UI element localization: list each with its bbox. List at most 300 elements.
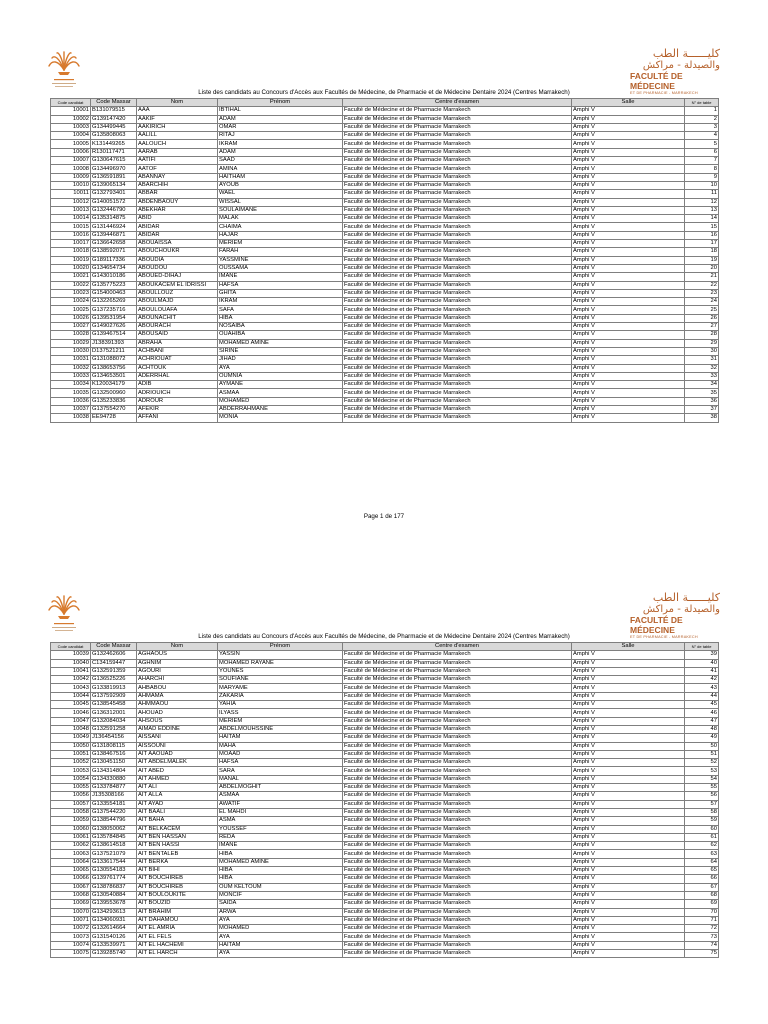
table-row xyxy=(51,314,719,322)
table-row xyxy=(51,389,719,397)
column-header-prenom: Prénom xyxy=(218,643,343,651)
cell-salle: Amphi V xyxy=(572,248,685,256)
cell-table-number: 58 xyxy=(685,808,719,816)
cell-prenom: HAITHAM xyxy=(218,173,343,181)
cell-nom: ABID xyxy=(137,215,218,223)
cell-prenom: WAEL xyxy=(218,190,343,198)
cell-code-candidat: 10053 xyxy=(51,767,91,775)
table-row xyxy=(51,808,719,816)
cell-salle: Amphi V xyxy=(572,281,685,289)
cell-table-number: 4 xyxy=(685,132,719,140)
cell-table-number: 70 xyxy=(685,908,719,916)
logo-arabic-line-1: كليــــــة الطب xyxy=(652,591,720,604)
cell-code-massar: G134653501 xyxy=(91,372,137,380)
cell-centre-examen: Faculté de Médecine et de Pharmacie Marrakech xyxy=(343,908,572,916)
cell-code-massar: J138391393 xyxy=(91,339,137,347)
cell-salle: Amphi V xyxy=(572,298,685,306)
table-row xyxy=(51,734,719,742)
cell-code-massar: G138614518 xyxy=(91,842,137,850)
cell-code-candidat: 10035 xyxy=(51,389,91,397)
candidates-table xyxy=(50,98,719,423)
cell-prenom: GHITA xyxy=(218,289,343,297)
table-row xyxy=(51,198,719,206)
cell-table-number: 28 xyxy=(685,331,719,339)
page-number: Page 1 de 177 xyxy=(363,513,405,520)
cell-nom: AIT BOULOUKITE xyxy=(137,891,218,899)
cell-prenom: AYA xyxy=(218,364,343,372)
cell-table-number: 6 xyxy=(685,148,719,156)
cell-code-candidat: 10052 xyxy=(51,759,91,767)
cell-code-candidat: 10018 xyxy=(51,248,91,256)
cell-nom: ABBAR xyxy=(137,190,218,198)
cell-code-massar: G135784845 xyxy=(91,833,137,841)
cell-salle: Amphi V xyxy=(572,165,685,173)
cell-centre-examen: Faculté de Médecine et de Pharmacie Marrakech xyxy=(343,107,572,115)
cell-centre-examen: Faculté de Médecine et de Pharmacie Marrakech xyxy=(343,767,572,775)
cell-nom: ABOUDOU xyxy=(137,264,218,272)
cell-code-massar: G137544220 xyxy=(91,808,137,816)
table-row xyxy=(51,190,719,198)
cell-salle: Amphi V xyxy=(572,140,685,148)
cell-prenom: MOHAMED RAYANE xyxy=(218,659,343,667)
cell-salle: Amphi V xyxy=(572,157,685,165)
cell-table-number: 60 xyxy=(685,825,719,833)
cell-code-massar: G132500960 xyxy=(91,389,137,397)
column-header-salle: Salle xyxy=(572,99,685,107)
table-row xyxy=(51,181,719,189)
cell-code-candidat: 10074 xyxy=(51,941,91,949)
logo-french-line-2: ET DE PHARMACIE - MARRAKECH xyxy=(630,91,698,95)
cell-prenom: ADAM xyxy=(218,115,343,123)
cell-salle: Amphi V xyxy=(572,808,685,816)
table-row xyxy=(51,858,719,866)
cell-centre-examen: Faculté de Médecine et de Pharmacie Marrakech xyxy=(343,331,572,339)
cell-nom: AALOUCH xyxy=(137,140,218,148)
table-header-row xyxy=(51,99,719,107)
cell-prenom: ARWA xyxy=(218,908,343,916)
table-row xyxy=(51,775,719,783)
cell-centre-examen: Faculté de Médecine et de Pharmacie Marrakech xyxy=(343,692,572,700)
cell-table-number: 74 xyxy=(685,941,719,949)
cell-nom: ABIDAR xyxy=(137,223,218,231)
column-header-salle: Salle xyxy=(572,643,685,651)
table-row xyxy=(51,306,719,314)
cell-code-massar: G137554270 xyxy=(91,405,137,413)
cell-salle: Amphi V xyxy=(572,725,685,733)
cell-nom: AIT AHMED xyxy=(137,775,218,783)
cell-prenom: MALAK xyxy=(218,215,343,223)
cell-table-number: 33 xyxy=(685,372,719,380)
cell-nom: ABOUED-DIHAJ xyxy=(137,273,218,281)
cell-nom: AIT BIHI xyxy=(137,867,218,875)
table-row xyxy=(51,123,719,131)
table-row xyxy=(51,248,719,256)
cell-prenom: HAITAM xyxy=(218,941,343,949)
cell-prenom: HIBA xyxy=(218,314,343,322)
cell-code-candidat: 10056 xyxy=(51,792,91,800)
table-row xyxy=(51,381,719,389)
cell-prenom: REDA xyxy=(218,833,343,841)
table-row xyxy=(51,397,719,405)
column-header-code-massar: Code Massar xyxy=(91,99,137,107)
cell-code-massar: G136312001 xyxy=(91,709,137,717)
cell-table-number: 38 xyxy=(685,414,719,422)
cell-nom: AALILL xyxy=(137,132,218,140)
cell-centre-examen: Faculté de Médecine et de Pharmacie Marrakech xyxy=(343,364,572,372)
cell-nom: AIT EL HACHEMI xyxy=(137,941,218,949)
cell-table-number: 40 xyxy=(685,659,719,667)
cell-code-massar: B131079515 xyxy=(91,107,137,115)
cell-code-massar: G138467516 xyxy=(91,750,137,758)
cell-code-massar: G138592071 xyxy=(91,248,137,256)
cell-centre-examen: Faculté de Médecine et de Pharmacie Marrakech xyxy=(343,750,572,758)
cell-centre-examen: Faculté de Médecine et de Pharmacie Marrakech xyxy=(343,734,572,742)
cell-table-number: 72 xyxy=(685,925,719,933)
cell-prenom: YASSIN xyxy=(218,651,343,659)
table-row xyxy=(51,784,719,792)
cell-nom: ABOUAISSA xyxy=(137,240,218,248)
cell-salle: Amphi V xyxy=(572,709,685,717)
table-row xyxy=(51,817,719,825)
cell-code-candidat: 10009 xyxy=(51,173,91,181)
cell-code-candidat: 10042 xyxy=(51,676,91,684)
cell-prenom: MARYAME xyxy=(218,684,343,692)
cell-code-candidat: 10001 xyxy=(51,107,91,115)
cell-salle: Amphi V xyxy=(572,684,685,692)
cell-centre-examen: Faculté de Médecine et de Pharmacie Marrakech xyxy=(343,248,572,256)
cell-code-massar: G138545458 xyxy=(91,701,137,709)
cell-table-number: 29 xyxy=(685,339,719,347)
table-row xyxy=(51,148,719,156)
cell-centre-examen: Faculté de Médecine et de Pharmacie Marrakech xyxy=(343,717,572,725)
table-row xyxy=(51,223,719,231)
cell-centre-examen: Faculté de Médecine et de Pharmacie Marrakech xyxy=(343,223,572,231)
table-row xyxy=(51,800,719,808)
cell-salle: Amphi V xyxy=(572,347,685,355)
table-row xyxy=(51,833,719,841)
cell-centre-examen: Faculté de Médecine et de Pharmacie Marrakech xyxy=(343,883,572,891)
cell-nom: ADROUR xyxy=(137,397,218,405)
cell-table-number: 12 xyxy=(685,198,719,206)
cell-centre-examen: Faculté de Médecine et de Pharmacie Marrakech xyxy=(343,181,572,189)
cell-code-candidat: 10051 xyxy=(51,750,91,758)
cell-table-number: 7 xyxy=(685,157,719,165)
cell-salle: Amphi V xyxy=(572,198,685,206)
cell-code-massar: G131808115 xyxy=(91,742,137,750)
cell-prenom: HIBA xyxy=(218,875,343,883)
cell-code-massar: J135308166 xyxy=(91,792,137,800)
cell-nom: AIMAD EDDINE xyxy=(137,725,218,733)
logo-french-line-1: FACULTÉ DE MÉDECINE xyxy=(630,615,683,635)
cell-code-candidat: 10048 xyxy=(51,725,91,733)
cell-table-number: 11 xyxy=(685,190,719,198)
cell-code-candidat: 10012 xyxy=(51,198,91,206)
cell-prenom: YOUSSEF xyxy=(218,825,343,833)
cell-prenom: SAFA xyxy=(218,306,343,314)
cell-prenom: IMANE xyxy=(218,842,343,850)
cell-nom: AIT BENTALEB xyxy=(137,850,218,858)
cell-nom: ABOULLOUZ xyxy=(137,289,218,297)
cell-nom: ABEKHAR xyxy=(137,206,218,214)
cell-centre-examen: Faculté de Médecine et de Pharmacie Marrakech xyxy=(343,314,572,322)
cell-code-massar: G132462606 xyxy=(91,651,137,659)
cell-code-massar: G154000463 xyxy=(91,289,137,297)
cell-nom: AGHNIM xyxy=(137,659,218,667)
logo-arabic-line-2: والصيدلة - مراكش xyxy=(642,604,720,615)
cell-salle: Amphi V xyxy=(572,667,685,675)
cell-code-massar: G132084034 xyxy=(91,717,137,725)
cell-salle: Amphi V xyxy=(572,784,685,792)
cell-table-number: 35 xyxy=(685,389,719,397)
cell-table-number: 2 xyxy=(685,115,719,123)
cell-salle: Amphi V xyxy=(572,273,685,281)
cell-centre-examen: Faculté de Médecine et de Pharmacie Marrakech xyxy=(343,817,572,825)
cell-table-number: 52 xyxy=(685,759,719,767)
cell-code-candidat: 10057 xyxy=(51,800,91,808)
cell-table-number: 55 xyxy=(685,784,719,792)
cell-code-massar: G139285740 xyxy=(91,949,137,957)
cell-centre-examen: Faculté de Médecine et de Pharmacie Marrakech xyxy=(343,651,572,659)
cell-table-number: 36 xyxy=(685,397,719,405)
cell-table-number: 17 xyxy=(685,240,719,248)
cell-code-massar: G138050062 xyxy=(91,825,137,833)
table-row xyxy=(51,891,719,899)
cell-code-massar: G134060931 xyxy=(91,916,137,924)
cell-table-number: 37 xyxy=(685,405,719,413)
cell-code-candidat: 10020 xyxy=(51,264,91,272)
cell-code-candidat: 10060 xyxy=(51,825,91,833)
cell-code-candidat: 10043 xyxy=(51,684,91,692)
cell-salle: Amphi V xyxy=(572,833,685,841)
cell-centre-examen: Faculté de Médecine et de Pharmacie Marrakech xyxy=(343,759,572,767)
cell-salle: Amphi V xyxy=(572,717,685,725)
table-row xyxy=(51,273,719,281)
table-row xyxy=(51,206,719,214)
faculty-logo-right xyxy=(630,592,720,638)
cell-prenom: ADAM xyxy=(218,148,343,156)
cell-nom: AIT BRAHIM xyxy=(137,908,218,916)
cell-centre-examen: Faculté de Médecine et de Pharmacie Marrakech xyxy=(343,701,572,709)
cell-salle: Amphi V xyxy=(572,817,685,825)
cell-code-massar: G131446924 xyxy=(91,223,137,231)
cell-centre-examen: Faculté de Médecine et de Pharmacie Marrakech xyxy=(343,140,572,148)
table-row xyxy=(51,414,719,422)
cell-nom: ADRIOUICH xyxy=(137,389,218,397)
cell-nom: AAA xyxy=(137,107,218,115)
cell-code-massar: G143010186 xyxy=(91,273,137,281)
cell-centre-examen: Faculté de Médecine et de Pharmacie Marrakech xyxy=(343,256,572,264)
cell-code-candidat: 10069 xyxy=(51,900,91,908)
cell-prenom: AYOUB xyxy=(218,181,343,189)
cell-table-number: 65 xyxy=(685,867,719,875)
column-header-code-candidat: Code candidat xyxy=(51,99,91,107)
cell-code-candidat: 10067 xyxy=(51,883,91,891)
cell-table-number: 47 xyxy=(685,717,719,725)
cell-nom: AIT ABDELMALEK xyxy=(137,759,218,767)
cell-prenom: YASSMINE xyxy=(218,256,343,264)
table-row xyxy=(51,339,719,347)
table-row xyxy=(51,908,719,916)
cell-code-massar: G133784877 xyxy=(91,784,137,792)
cell-centre-examen: Faculté de Médecine et de Pharmacie Marrakech xyxy=(343,949,572,957)
cell-code-candidat: 10039 xyxy=(51,651,91,659)
cell-code-massar: G132591359 xyxy=(91,667,137,675)
logo-french-line-1: FACULTÉ DE MÉDECINE xyxy=(630,71,683,91)
cell-prenom: MOHAMED AMINE xyxy=(218,339,343,347)
cell-centre-examen: Faculté de Médecine et de Pharmacie Marrakech xyxy=(343,264,572,272)
cell-prenom: WISSAL xyxy=(218,198,343,206)
cell-nom: AIT ALI xyxy=(137,784,218,792)
cell-code-candidat: 10011 xyxy=(51,190,91,198)
cell-centre-examen: Faculté de Médecine et de Pharmacie Marrakech xyxy=(343,132,572,140)
cell-prenom: EL MAHDI xyxy=(218,808,343,816)
cell-nom: ABOULMAJD xyxy=(137,298,218,306)
cell-code-candidat: 10022 xyxy=(51,281,91,289)
table-row xyxy=(51,157,719,165)
table-row xyxy=(51,850,719,858)
cell-code-candidat: 10055 xyxy=(51,784,91,792)
cell-code-candidat: 10066 xyxy=(51,875,91,883)
cell-code-massar: G134314804 xyxy=(91,767,137,775)
cell-code-candidat: 10031 xyxy=(51,356,91,364)
cell-centre-examen: Faculté de Médecine et de Pharmacie Marrakech xyxy=(343,298,572,306)
cell-salle: Amphi V xyxy=(572,767,685,775)
cell-salle: Amphi V xyxy=(572,123,685,131)
cell-table-number: 16 xyxy=(685,231,719,239)
cell-nom: AHARCHI xyxy=(137,676,218,684)
table-row xyxy=(51,281,719,289)
table-header-row xyxy=(51,643,719,651)
cell-salle: Amphi V xyxy=(572,414,685,422)
table-row xyxy=(51,264,719,272)
table-row xyxy=(51,709,719,717)
cell-code-massar: G135314875 xyxy=(91,215,137,223)
cell-code-massar: G139467514 xyxy=(91,331,137,339)
cell-centre-examen: Faculté de Médecine et de Pharmacie Marrakech xyxy=(343,850,572,858)
cell-prenom: OUSSAMA xyxy=(218,264,343,272)
cell-nom: AIT DAHAMOU xyxy=(137,916,218,924)
cell-code-candidat: 10061 xyxy=(51,833,91,841)
cell-centre-examen: Faculté de Médecine et de Pharmacie Marrakech xyxy=(343,215,572,223)
column-header-table-number: N° de table xyxy=(685,643,719,651)
logo-arabic-line-2: والصيدلة - مراكش xyxy=(642,60,720,71)
cell-table-number: 34 xyxy=(685,381,719,389)
cell-code-massar: G134654734 xyxy=(91,264,137,272)
cell-code-massar: G135233836 xyxy=(91,397,137,405)
cell-salle: Amphi V xyxy=(572,750,685,758)
cell-salle: Amphi V xyxy=(572,148,685,156)
cell-salle: Amphi V xyxy=(572,842,685,850)
column-header-table-number: N° de table xyxy=(685,99,719,107)
cell-nom: AHMAMA xyxy=(137,692,218,700)
cell-centre-examen: Faculté de Médecine et de Pharmacie Marrakech xyxy=(343,684,572,692)
cell-centre-examen: Faculté de Médecine et de Pharmacie Marrakech xyxy=(343,148,572,156)
cell-prenom: IBTIHAL xyxy=(218,107,343,115)
cell-salle: Amphi V xyxy=(572,651,685,659)
cell-prenom: NOSAIBA xyxy=(218,323,343,331)
cell-prenom: OUMNIA xyxy=(218,372,343,380)
cell-table-number: 15 xyxy=(685,223,719,231)
cell-code-candidat: 10064 xyxy=(51,858,91,866)
cell-nom: ABOUNACHIT xyxy=(137,314,218,322)
table-row xyxy=(51,684,719,692)
cell-code-massar: G132446790 xyxy=(91,206,137,214)
table-row xyxy=(51,750,719,758)
cell-table-number: 50 xyxy=(685,742,719,750)
cell-code-massar: G136642658 xyxy=(91,240,137,248)
document-title: Liste des candidats au Concours d'Accès aux Facultés de Médecine, de Pharmacie et de Médecine Dentaire 2024 (Centres Marrakech) xyxy=(198,89,570,96)
cell-code-candidat: 10013 xyxy=(51,206,91,214)
table-row xyxy=(51,165,719,173)
cell-salle: Amphi V xyxy=(572,825,685,833)
table-row xyxy=(51,933,719,941)
cell-nom: AIT ALLA xyxy=(137,792,218,800)
cell-centre-examen: Faculté de Médecine et de Pharmacie Marrakech xyxy=(343,792,572,800)
cell-code-massar: G137592909 xyxy=(91,692,137,700)
cell-centre-examen: Faculté de Médecine et de Pharmacie Marrakech xyxy=(343,356,572,364)
cell-nom: ABOUDIA xyxy=(137,256,218,264)
cell-table-number: 44 xyxy=(685,692,719,700)
cell-salle: Amphi V xyxy=(572,883,685,891)
cell-centre-examen: Faculté de Médecine et de Pharmacie Marrakech xyxy=(343,800,572,808)
cell-centre-examen: Faculté de Médecine et de Pharmacie Marrakech xyxy=(343,306,572,314)
cell-salle: Amphi V xyxy=(572,389,685,397)
cell-salle: Amphi V xyxy=(572,364,685,372)
cell-salle: Amphi V xyxy=(572,190,685,198)
cell-code-massar: G133539971 xyxy=(91,941,137,949)
table-row xyxy=(51,659,719,667)
cell-prenom: MONCIF xyxy=(218,891,343,899)
cell-code-candidat: 10040 xyxy=(51,659,91,667)
cell-code-candidat: 10014 xyxy=(51,215,91,223)
cell-code-candidat: 10006 xyxy=(51,148,91,156)
cell-table-number: 18 xyxy=(685,248,719,256)
cell-nom: ABOULOUAFA xyxy=(137,306,218,314)
cell-code-massar: G139761774 xyxy=(91,875,137,883)
cell-code-candidat: 10047 xyxy=(51,717,91,725)
cell-prenom: RITAJ xyxy=(218,132,343,140)
cell-table-number: 41 xyxy=(685,667,719,675)
table-row xyxy=(51,900,719,908)
cell-code-candidat: 10050 xyxy=(51,742,91,750)
cell-code-candidat: 10032 xyxy=(51,364,91,372)
cell-centre-examen: Faculté de Médecine et de Pharmacie Marrakech xyxy=(343,190,572,198)
cell-code-candidat: 10033 xyxy=(51,372,91,380)
cell-centre-examen: Faculté de Médecine et de Pharmacie Marrakech xyxy=(343,347,572,355)
cell-table-number: 48 xyxy=(685,725,719,733)
cell-prenom: MOHAMED xyxy=(218,925,343,933)
cell-nom: ACHBANI xyxy=(137,347,218,355)
cell-code-candidat: 10059 xyxy=(51,817,91,825)
cell-salle: Amphi V xyxy=(572,916,685,924)
cell-salle: Amphi V xyxy=(572,900,685,908)
cell-code-massar: G131540126 xyxy=(91,933,137,941)
table-row xyxy=(51,364,719,372)
cell-prenom: MOHAMED AMINE xyxy=(218,858,343,866)
cell-table-number: 54 xyxy=(685,775,719,783)
cell-salle: Amphi V xyxy=(572,331,685,339)
cell-salle: Amphi V xyxy=(572,397,685,405)
cell-code-candidat: 10054 xyxy=(51,775,91,783)
cell-centre-examen: Faculté de Médecine et de Pharmacie Marrakech xyxy=(343,825,572,833)
column-header-prenom: Prénom xyxy=(218,99,343,107)
cell-prenom: SOUFIANE xyxy=(218,676,343,684)
cell-code-candidat: 10021 xyxy=(51,273,91,281)
cell-prenom: ABDELMOUHSSINE xyxy=(218,725,343,733)
cell-nom: AIT BOUCHIREB xyxy=(137,883,218,891)
cell-nom: AIT AAOUAD xyxy=(137,750,218,758)
cell-table-number: 25 xyxy=(685,306,719,314)
